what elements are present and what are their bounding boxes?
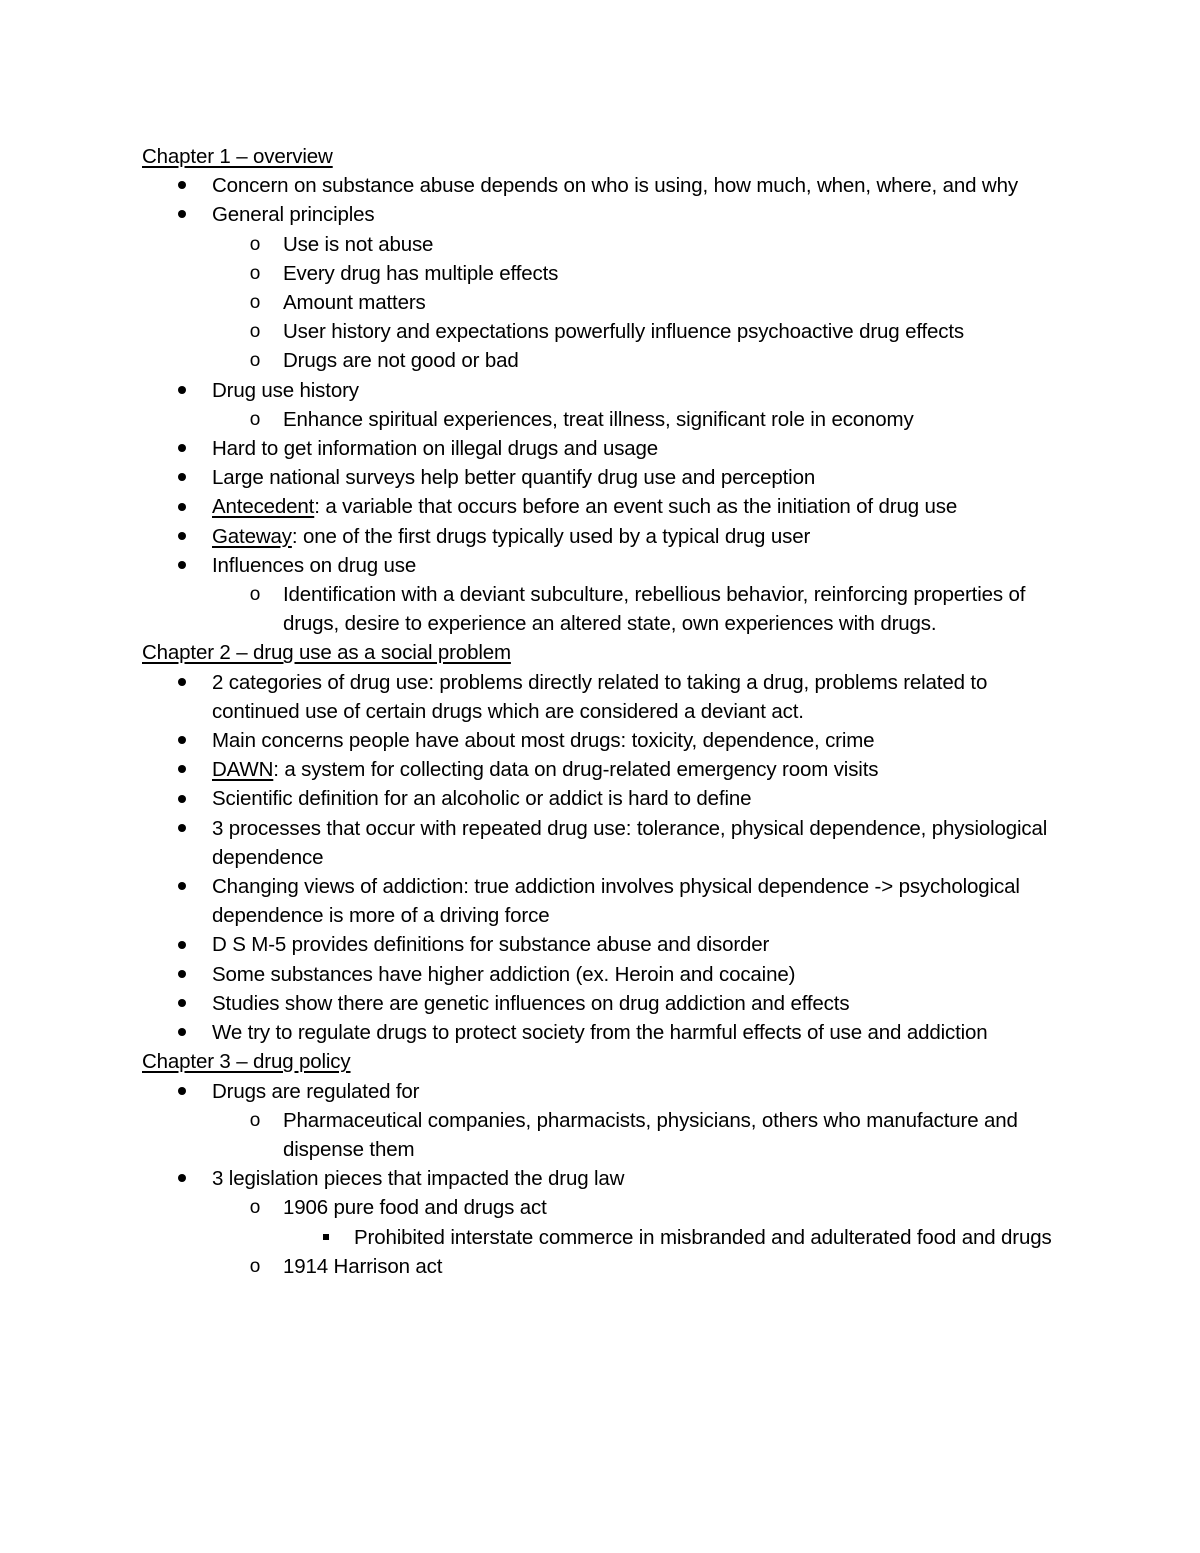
item-text: 1914 Harrison act xyxy=(283,1254,443,1278)
item-text: Drugs are not good or bad xyxy=(283,349,519,373)
list-item-level-2 xyxy=(142,1106,1062,1164)
list-item-level-1 xyxy=(142,463,1062,492)
list-item-level-1 xyxy=(142,784,1062,813)
bullet-square-icon xyxy=(316,1223,336,1252)
bullet-circle-icon: o xyxy=(249,262,261,284)
bullet-dot-icon xyxy=(172,1164,192,1193)
list-item-level-2 xyxy=(142,405,1062,434)
item-text: 3 legislation pieces that impacted the drug law xyxy=(212,1167,625,1191)
item-text: Drugs are regulated for xyxy=(212,1079,420,1103)
list-item-level-1 xyxy=(142,200,1062,229)
list-item-level-1 xyxy=(142,814,1062,872)
list-item-level-2 xyxy=(142,346,1062,375)
list-item-level-1 xyxy=(142,171,1062,200)
list-item-level-2 xyxy=(142,1193,1062,1222)
item-text: Changing views of addiction: true addiction involves physical dependence -> psychological dependence is more of a driving force xyxy=(212,875,1020,928)
bullet-dot-icon xyxy=(172,200,192,229)
list-item-level-2 xyxy=(142,317,1062,346)
item-text: Amount matters xyxy=(283,291,426,315)
bullet-dot-icon xyxy=(172,1018,192,1047)
item-text: 3 processes that occur with repeated drug use: tolerance, physical dependence, physiological dependence xyxy=(212,816,1048,869)
item-text: Some substances have higher addiction (ex. Heroin and cocaine) xyxy=(212,962,796,986)
bullet-circle-icon: o xyxy=(249,350,261,372)
bullet-dot-icon xyxy=(172,872,192,901)
item-text: 1906 pure food and drugs act xyxy=(283,1196,547,1220)
bullet-dot-icon xyxy=(172,522,192,551)
document-body xyxy=(142,142,1062,1281)
list-item-level-2 xyxy=(142,259,1062,288)
list-item-level-1 xyxy=(142,1077,1062,1106)
bullet-dot-icon xyxy=(172,755,192,784)
list-item-level-1 xyxy=(142,1164,1062,1193)
bullet-dot-icon xyxy=(172,814,192,843)
item-text: We try to regulate drugs to protect society from the harmful effects of use and addiction xyxy=(212,1021,988,1045)
item-text: Drug use history xyxy=(212,378,359,402)
bullet-dot-icon xyxy=(172,551,192,580)
bullet-dot-icon xyxy=(172,668,192,697)
list-item-level-1 xyxy=(142,872,1062,930)
bullet-dot-icon xyxy=(172,434,192,463)
list-item-level-1 xyxy=(142,492,1062,521)
defined-term: Antecedent xyxy=(212,495,315,519)
item-text: Identification with a deviant subculture, rebellious behavior, reinforcing properties of drugs, desire to experience an altered state, own experiences with drugs. xyxy=(283,583,1026,636)
item-text: Prohibited interstate commerce in misbranded and adulterated food and drugs xyxy=(354,1225,1052,1249)
bullet-dot-icon xyxy=(172,989,192,1018)
bullet-dot-icon xyxy=(172,1077,192,1106)
item-text: Use is not abuse xyxy=(283,232,434,256)
bullet-circle-icon: o xyxy=(249,584,261,606)
bullet-dot-icon xyxy=(172,463,192,492)
bullet-circle-icon: o xyxy=(249,1109,261,1131)
bullet-dot-icon xyxy=(172,171,192,200)
item-text: Enhance spiritual experiences, treat illness, significant role in economy xyxy=(283,407,914,431)
list-item-level-1 xyxy=(142,989,1062,1018)
list-item-level-1 xyxy=(142,726,1062,755)
bullet-circle-icon: o xyxy=(249,408,261,430)
item-text: Scientific definition for an alcoholic or addict is hard to define xyxy=(212,787,752,811)
list-item-level-1 xyxy=(142,1018,1062,1047)
bullet-circle-icon: o xyxy=(249,233,261,255)
bullet-circle-icon: o xyxy=(249,321,261,343)
item-text: : a variable that occurs before an event such as the initiation of drug use xyxy=(314,495,958,519)
list-item-level-1 xyxy=(142,551,1062,580)
chapter-heading: Chapter 2 – drug use as a social problem xyxy=(142,641,511,665)
list-item-level-2 xyxy=(142,288,1062,317)
bullet-dot-icon xyxy=(172,784,192,813)
defined-term: DAWN xyxy=(212,758,274,782)
item-text: Hard to get information on illegal drugs and usage xyxy=(212,437,659,461)
item-text: D S M-5 provides definitions for substance abuse and disorder xyxy=(212,933,770,957)
list-item-level-2 xyxy=(142,230,1062,259)
list-item-level-1 xyxy=(142,960,1062,989)
defined-term: Gateway xyxy=(212,524,292,548)
item-text: 2 categories of drug use: problems directly related to taking a drug, problems related to continued use of certain drugs which are considered a deviant act. xyxy=(212,670,988,723)
item-text: Large national surveys help better quantify drug use and perception xyxy=(212,466,816,490)
list-item-level-2 xyxy=(142,1252,1062,1281)
bullet-dot-icon xyxy=(172,930,192,959)
item-text: General principles xyxy=(212,203,375,227)
item-text: Pharmaceutical companies, pharmacists, physicians, others who manufacture and dispense them xyxy=(283,1108,1018,1161)
item-text: Every drug has multiple effects xyxy=(283,261,559,285)
list-item-level-1 xyxy=(142,755,1062,784)
item-text: Influences on drug use xyxy=(212,553,417,577)
bullet-circle-icon: o xyxy=(249,1255,261,1277)
bullet-dot-icon xyxy=(172,960,192,989)
item-text: : one of the first drugs typically used by a typical drug user xyxy=(291,524,811,548)
item-text: User history and expectations powerfully influence psychoactive drug effects xyxy=(283,320,965,344)
list-item-level-1 xyxy=(142,930,1062,959)
bullet-dot-icon xyxy=(172,376,192,405)
chapter-heading: Chapter 3 – drug policy xyxy=(142,1050,351,1074)
bullet-dot-icon xyxy=(172,492,192,521)
bullet-dot-icon xyxy=(172,726,192,755)
list-item-level-1 xyxy=(142,376,1062,405)
bullet-circle-icon: o xyxy=(249,292,261,314)
item-text: : a system for collecting data on drug-related emergency room visits xyxy=(273,758,879,782)
item-text: Main concerns people have about most drugs: toxicity, dependence, crime xyxy=(212,729,875,753)
list-item-level-2 xyxy=(142,580,1062,638)
list-item-level-1 xyxy=(142,522,1062,551)
chapter-heading: Chapter 1 – overview xyxy=(142,145,333,168)
list-item-level-1 xyxy=(142,668,1062,726)
item-text: Concern on substance abuse depends on who is using, how much, when, where, and why xyxy=(212,174,1018,198)
list-item-level-3 xyxy=(142,1223,1062,1252)
bullet-circle-icon: o xyxy=(249,1197,261,1219)
item-text: Studies show there are genetic influences on drug addiction and effects xyxy=(212,991,850,1015)
list-item-level-1 xyxy=(142,434,1062,463)
